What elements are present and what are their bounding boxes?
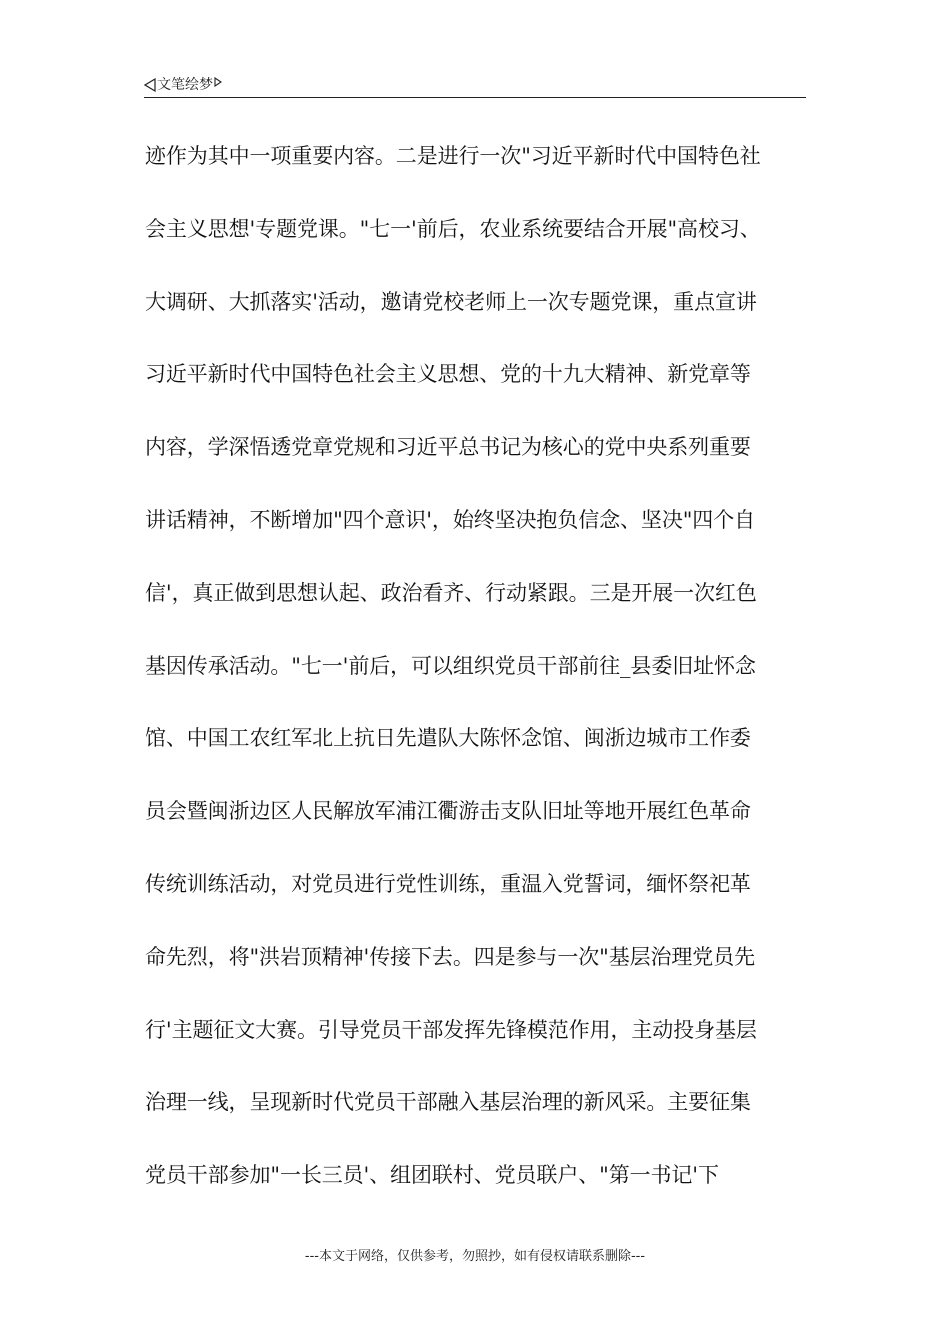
text-line: 行'主题征文大赛。引导党员干部发挥先锋模范作用，主动投身基层 — [145, 1017, 757, 1042]
text-line: 基因传承活动。"七一'前后，可以组织党员干部前往_县委旧址怀念 — [145, 653, 756, 678]
text-line: 传统训练活动，对党员进行党性训练，重温入党誓词，缅怀祭祀革 — [145, 871, 751, 896]
header-brand-text: 文笔绘梦 — [157, 77, 213, 93]
text-line: 迹作为其中一项重要内容。二是进行一次"习近平新时代中国特色社 — [145, 144, 761, 168]
text-line: 习近平新时代中国特色社会主义思想、党的十九大精神、新党章等 — [145, 362, 751, 387]
text-line: 党员干部参加"一长三员'、组团联村、党员联户、"第一书记'下 — [145, 1163, 719, 1188]
text-line: 讲话精神，不断增加"四个意识'，始终坚决抱负信念、坚决"四个自 — [145, 507, 755, 532]
page-footer-disclaimer: ---本文于网络，仅供参考，勿照抄，如有侵权请联系删除--- — [304, 1249, 646, 1264]
text-line: 内容，学深悟透党章党规和习近平总书记为核心的党中央系列重要 — [145, 435, 751, 460]
triangle-right-icon — [214, 77, 222, 87]
triangle-left-icon — [144, 78, 156, 92]
text-line: 治理一线，呈现新时代党员干部融入基层治理的新风采。主要征集 — [145, 1090, 751, 1115]
text-line: 馆、中国工农红军北上抗日先遣队大陈怀念馆、闽浙边城市工作委 — [145, 726, 751, 751]
header-brand — [144, 75, 222, 95]
page-header — [144, 75, 806, 98]
text-line: 员会暨闽浙边区人民解放军浦江衢游击支队旧址等地开展红色革命 — [145, 799, 751, 824]
text-line: 命先烈，将"洪岩顶精神'传接下去。四是参与一次"基层治理党员先 — [145, 944, 755, 969]
text-line: 大调研、大抓落实'活动，邀请党校老师上一次专题党课，重点宣讲 — [145, 289, 757, 314]
text-line: 信'，真正做到思想认起、政治看齐、行动紧跟。三是开展一次红色 — [145, 580, 757, 605]
body-text — [145, 120, 810, 1212]
text-line: 会主义思想'专题党课。"七一'前后，农业系统要结合开展"高校习、 — [145, 216, 761, 241]
